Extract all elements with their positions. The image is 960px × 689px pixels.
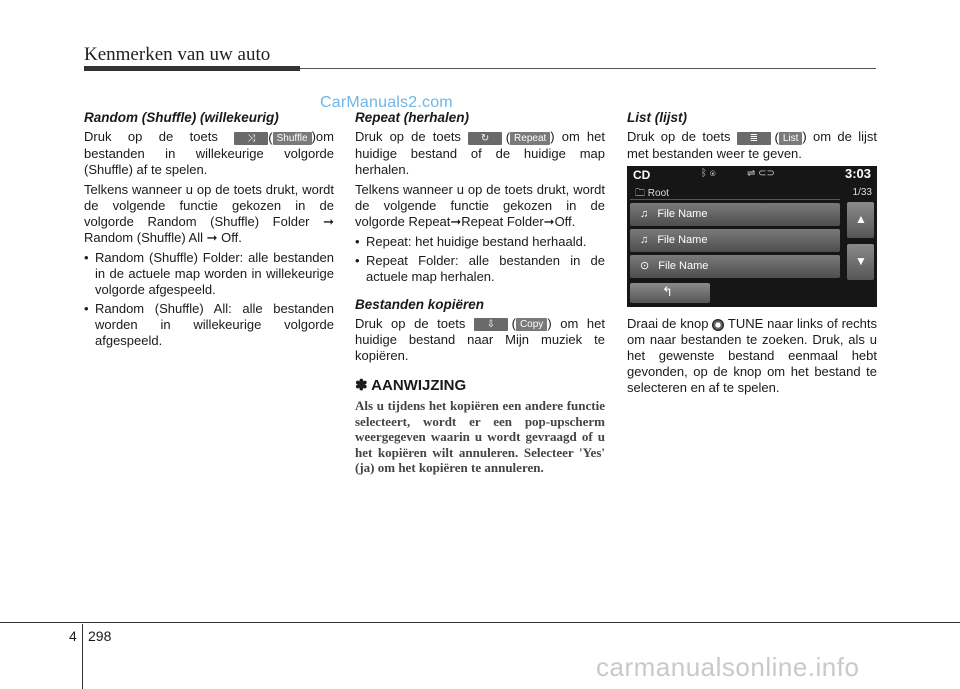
- file-name: File Name: [657, 208, 708, 220]
- list-item: • Repeat: het huidige bestand herhaald.: [355, 234, 605, 250]
- repeat-bullet-list: [355, 234, 605, 285]
- text: ) om de lijst met bestanden weer te geven.: [627, 129, 877, 161]
- footer-rule: [0, 622, 960, 623]
- page-header-title: Kenmerken van uw auto: [84, 44, 271, 65]
- text: )om bestanden in willekeurige volgorde (Shuffle) af te spelen.: [84, 129, 334, 177]
- text: Druk op de toets: [355, 129, 461, 144]
- file-list-item[interactable]: [630, 255, 840, 278]
- copy-icon: ⇩: [474, 318, 508, 331]
- list-button-pair: [737, 130, 803, 146]
- list-item: • Repeat Folder: alle bestanden in de actuele map herhalen.: [355, 253, 605, 285]
- paren-open: (: [774, 129, 779, 145]
- page-number: 298: [88, 628, 112, 644]
- shuffle-paragraph-2: Telkens wanneer u op de toets drukt, wordt de volgende functie gekozen in de volgorde Random (Shuffle) Folder ➞ Random (Shuffle) All ➞ Off.: [84, 181, 334, 245]
- column-list: [627, 110, 877, 166]
- note-title: ✽ AANWIJZING: [355, 377, 467, 395]
- list-item: • Random (Shuffle) Folder: alle bestanden in de actuele map worden in willekeurige volgorde afgespeeld.: [84, 250, 334, 298]
- text: Draai de knop: [627, 316, 709, 331]
- shuffle-button-pair: [234, 130, 311, 146]
- folder-row: [635, 186, 669, 203]
- heading-repeat: Repeat (herhalen): [355, 110, 470, 125]
- play-circle-icon: ⊙: [640, 260, 650, 272]
- header-rule-thin: [300, 68, 876, 69]
- copy-paragraph: [355, 316, 605, 365]
- repeat-button-pair: [468, 130, 550, 146]
- text: ) om het huidige bestand of de huidige map herhalen.: [355, 129, 605, 177]
- screen-status-bar: [627, 166, 877, 182]
- scroll-up-button[interactable]: [847, 202, 874, 238]
- screen-divider: [630, 199, 840, 200]
- file-name: File Name: [658, 260, 709, 272]
- usb-icon: ⇌ ⊂⊃: [747, 168, 775, 179]
- text: TUNE naar links of rechts om naar bestanden te zoeken. Druk, als u het gewenste bestand eenmaal hebt gevonden, op de knop om het bestand te selecteren en af te spelen.: [627, 316, 877, 395]
- repeat-paragraph-2: Telkens wanneer u op de toets drukt, wordt de volgende functie gekozen in de volgorde Repeat➞Repeat Folder➞Off.: [355, 181, 605, 229]
- heading-list: List (lijst): [627, 110, 687, 125]
- list-paragraph-1: [627, 129, 877, 162]
- list-paragraph-2: [627, 316, 877, 396]
- watermark-bottom: carmanualsonline.info: [596, 652, 860, 682]
- file-list-item[interactable]: [630, 203, 840, 226]
- list-icon: ≣: [737, 132, 771, 145]
- music-note-icon: ♫: [640, 234, 649, 246]
- back-button[interactable]: [630, 283, 710, 303]
- file-list-item[interactable]: [630, 229, 840, 252]
- heading-shuffle: Random (Shuffle) (willekeurig): [84, 110, 279, 125]
- header-rule-thick: [84, 66, 300, 71]
- tune-knob-icon: [712, 319, 724, 331]
- column-repeat: [355, 110, 605, 476]
- text: ) om het huidige bestand naar Mijn muziek te kopiëren.: [355, 315, 605, 364]
- scroll-down-button[interactable]: [847, 244, 874, 280]
- folder-icon: 🗀: [635, 188, 645, 199]
- shuffle-paragraph-1: [84, 129, 334, 178]
- music-note-icon: ♫: [640, 208, 649, 220]
- shuffle-bullet-list: [84, 250, 334, 349]
- list-label: List: [779, 132, 803, 145]
- watermark-top: CarManuals2.com: [320, 94, 453, 111]
- heading-copy: Bestanden kopiëren: [355, 296, 485, 312]
- clock: 3:03: [844, 166, 871, 181]
- text: Druk op de toets: [355, 315, 466, 331]
- shuffle-icon: ⤨: [234, 132, 268, 145]
- folder-name: Root: [647, 188, 669, 199]
- note-body: Als u tijdens het kopiëren een andere functie selecteert, wordt er een pop-upscherm weergegeven waarin u wordt gevraagd of u het kopiëren wilt annuleren. Selecteer 'Yes' (ja) om het kopiëren te annuleren.: [355, 398, 605, 476]
- column-list-lower: [627, 316, 877, 400]
- shuffle-label: Shuffle: [273, 132, 312, 145]
- repeat-paragraph-1: [355, 129, 605, 178]
- repeat-icon: ↻: [468, 132, 502, 145]
- paren-open: (: [511, 316, 516, 332]
- bluetooth-icon: ᛒ ◉: [701, 168, 716, 179]
- paren-open: (: [505, 129, 511, 145]
- copy-label: Copy: [516, 318, 547, 331]
- repeat-label: Repeat: [510, 132, 550, 145]
- chapter-number: 4: [69, 628, 77, 644]
- paren-open: (: [268, 129, 273, 145]
- head-unit-screen: [627, 166, 877, 307]
- copy-button-pair: [474, 316, 547, 332]
- column-shuffle: [84, 110, 334, 353]
- arrow-up-icon: ▲: [855, 212, 867, 226]
- arrow-down-icon: ▼: [855, 254, 867, 268]
- footer-divider: [82, 624, 83, 689]
- back-arrow-icon: ↰: [662, 284, 673, 299]
- list-item: • Random (Shuffle) All: alle bestanden worden in willekeurige volgorde afgespeeld.: [84, 301, 334, 349]
- text: Druk op de toets: [627, 129, 731, 144]
- text: Druk op de toets: [84, 129, 218, 144]
- source-label: CD: [633, 168, 651, 182]
- file-name: File Name: [657, 234, 708, 246]
- track-counter: 1/33: [852, 187, 872, 198]
